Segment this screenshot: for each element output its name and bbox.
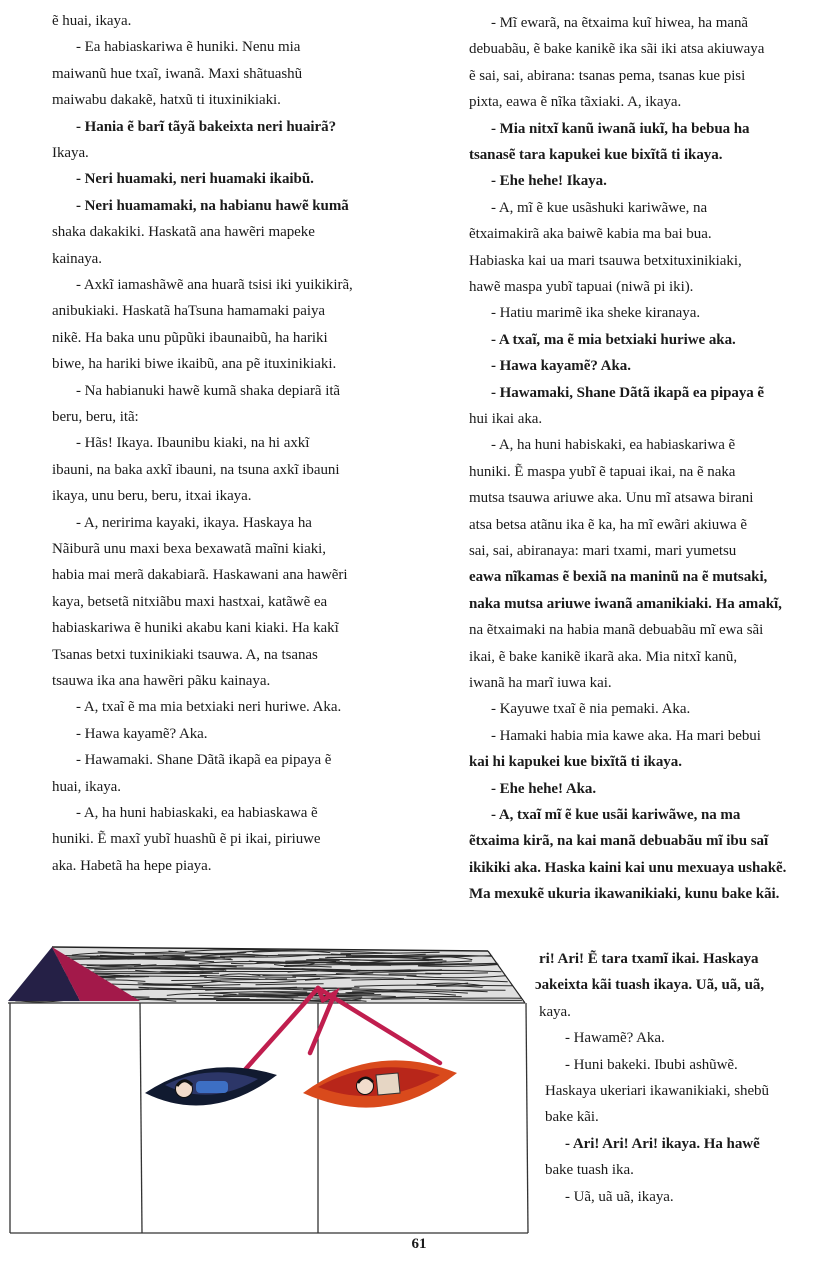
- left-column-line: - Hania ẽ barĩ tãyã bakeixta neri huairã?: [76, 119, 337, 135]
- right-column-line: huniki. Ẽ maspa yubĩ ẽ tapuai ikai, na ẽ naka: [469, 464, 736, 480]
- left-column-line: beru, beru, itã:: [52, 409, 139, 425]
- thatch-stroke: [335, 995, 381, 996]
- left-column-line: aka. Habetã ha hepe piaya.: [52, 858, 212, 874]
- thatch-stroke: [239, 994, 375, 995]
- left-column-line: - A, txaĩ ẽ ma mia betxiaki neri huriwe. Aka.: [76, 699, 342, 715]
- right-column-line: eawa nĩkamas ẽ bexiã na maninũ na ẽ mutsaki,: [469, 569, 768, 585]
- left-column-line: - Neri huamaki, neri huamaki ikaibũ.: [76, 171, 314, 187]
- right-column-line: na ẽtxaimaki na habia manã debuabãu mĩ ewa sãi: [469, 622, 764, 638]
- left-column-line: shaka dakakiki. Haskatã ana hawẽri mapeke: [52, 224, 315, 240]
- house-hammocks-drawing: [0, 935, 532, 1240]
- left-column-line: biwe, ha hariki biwe ikaibũ, ana pẽ ituxinikiaki.: [52, 356, 337, 372]
- right-column-line: mutsa tsauwa ariuwe aka. Unu mĩ atsawa birani: [469, 490, 754, 506]
- right-column-line: sai, sai, abiranaya: mari txami, mari yumetsu: [469, 543, 737, 559]
- left-column-line: anibukiaki. Haskatã haTsuna hamamaki paiya: [52, 303, 326, 319]
- left-column-line: Nãiburã unu maxi bexa bexawatã maĩni kiaki,: [52, 541, 327, 557]
- right-column-line: tsanasẽ tara kapukei kue bixĩtã ti ikaya.: [469, 147, 723, 163]
- house-walls: [8, 1003, 528, 1233]
- right-column-line: - Mia nitxĩ kanũ iwanã iukĩ, ha bebua ha: [491, 121, 750, 137]
- left-column-line: maiwabu dakakẽ, hatxũ ti ituxinikiaki.: [52, 92, 281, 108]
- left-column-line: Ikaya.: [52, 145, 89, 161]
- right-wrap-line: kaya.: [539, 1004, 571, 1020]
- right-column-line: hui ikai aka.: [469, 411, 543, 427]
- left-column-line: habiaskariwa ẽ huniki akabu kani kiaki. Ha kakĩ: [52, 620, 339, 636]
- right-column-line: ikai, ẽ bake kanikẽ ikarã aka. Mia nitxĩ kanũ,: [469, 649, 738, 665]
- right-column-line: - Kayuwe txaĩ ẽ nia pemaki. Aka.: [491, 701, 691, 717]
- left-column-line: - Hãs! Ikaya. Ibaunibu kiaki, na hi axkĩ: [76, 435, 310, 451]
- right-column-line: ẽ sai, sai, abirana: tsanas pema, tsanas kue pisi: [469, 68, 746, 84]
- right-column-line: hawẽ maspa yubĩ tapuai (niwã pi iki).: [469, 279, 694, 295]
- right-wrap-line: - Uã, uã uã, ikaya.: [565, 1189, 674, 1205]
- left-column-line: - Hawamaki. Shane Dãtã ikapã ea pipaya ẽ: [76, 752, 332, 768]
- right-column-line: - Ehe hehe! Ikaya.: [491, 173, 607, 189]
- left-column-line: huai, ikaya.: [52, 779, 121, 795]
- right-column-line: - A, txaĩ mĩ ẽ kue usãi kariwãwe, na ma: [491, 807, 741, 823]
- right-column-line: Ma mexukẽ ukuria ikawanikiaki, kunu bake kãi.: [469, 886, 780, 902]
- right-column-line: debuabãu, ẽ bake kanikẽ ika sãi iki atsa akiuwaya: [469, 41, 765, 57]
- right-column-line: - Hatiu marimẽ ika sheke kiranaya.: [491, 305, 701, 321]
- right-column-line: iwanã ha marĩ iuwa kai.: [469, 675, 612, 691]
- left-column-line: - Hawa kayamẽ? Aka.: [76, 726, 208, 742]
- left-column-line: - A, ha huni habiaskaki, ea habiaskawa ẽ: [76, 805, 318, 821]
- left-column-line: - Ea habiaskariwa ẽ huniki. Nenu mia: [76, 39, 301, 55]
- right-wrap-line: bake kãi.: [545, 1109, 599, 1125]
- left-column-line: - Neri huamamaki, na habianu hawẽ kumã: [76, 198, 349, 214]
- hammock-dark: [145, 1067, 277, 1105]
- right-column-line: - Mĩ ewarã, na ẽtxaima kuĩ hiwea, ha manã: [491, 15, 749, 31]
- right-column-line: - Hawamaki, Shane Dãtã ikapã ea pipaya ẽ: [491, 385, 765, 401]
- left-column-line: ikaya, unu beru, beru, itxai ikaya.: [52, 488, 252, 504]
- right-wrap-line: - Ari! Ari! Ari! ikaya. Ha hawẽ: [565, 1136, 760, 1152]
- right-column-line: pixta, eawa ẽ nĩka tãxiaki. A, ikaya.: [469, 94, 682, 110]
- right-wrap-line: bake tuash ika.: [545, 1162, 634, 1178]
- left-column-line: nikẽ. Ha baka unu pũpũki ibaunaibũ, ha hariki: [52, 330, 328, 346]
- right-wrap-line: - Huni bakeki. Ibubi ashũwẽ.: [565, 1057, 738, 1073]
- left-column-line: kaya, betsetã nitxiãbu maxi hastxai, katãwẽ ea: [52, 594, 328, 610]
- right-column-line: - Hamaki habia mia kawe aka. Ha mari bebui: [491, 728, 761, 744]
- right-wrap-line: ri! Ari! Ẽ tara txamĩ ikai. Haskaya: [539, 951, 759, 967]
- left-column-line: kainaya.: [52, 251, 102, 267]
- right-column-line: - A, mĩ ẽ kue usãshuki kariwãwe, na: [491, 200, 708, 216]
- left-column-line: - Axkĩ iamashãwẽ ana huarã tsisi iki yuikikirã,: [76, 277, 353, 293]
- left-column-line: ẽ huai, ikaya.: [52, 13, 132, 29]
- left-column-line: huniki. Ẽ maxĩ yubĩ huashũ ẽ pi ikai, piriuwe: [52, 831, 321, 847]
- left-column-line: - A, neririma kayaki, ikaya. Haskaya ha: [76, 515, 312, 531]
- right-column-line: atsa betsa atãnu ika ẽ ka, ha mĩ ewãri akiuwa ẽ: [469, 517, 747, 533]
- right-column-line: - A txaĩ, ma ẽ mia betxiaki huriwe aka.: [491, 332, 736, 348]
- page-number: 61: [411, 1236, 427, 1252]
- right-column-line: Habiaska kai ua mari tsauwa betxituxinikiaki,: [469, 253, 742, 269]
- right-column-line: kai hi kapukei kue bixĩtã ti ikaya.: [469, 754, 682, 770]
- right-wrap-line: - Hawamẽ? Aka.: [565, 1030, 665, 1046]
- left-column-line: Tsanas betxi tuxinikiaki tsauwa. A, na tsanas: [52, 647, 318, 663]
- left-column-line: habia mai merã dakabiarã. Haskawani ana hawẽri: [52, 567, 348, 583]
- right-column-line: - Ehe hehe! Aka.: [491, 781, 597, 797]
- right-wrap-line: ɔakeixta kãi tuash ikaya. Uã, uã, uã,: [535, 977, 765, 993]
- left-column-line: tsauwa ika ana hawẽri pãku kainaya.: [52, 673, 271, 689]
- right-column-line: ẽtxaima kirã, na kai manã debuabãu mĩ ibu saĩ: [469, 833, 769, 849]
- right-wrap-line: Haskaya ukeriari ikawanikiaki, shebũ: [545, 1083, 769, 1099]
- right-column-line: - Hawa kayamẽ? Aka.: [491, 358, 631, 374]
- left-column-line: maiwanũ hue txaĩ, iwanã. Maxi shãtuashũ: [52, 66, 303, 82]
- right-column-line: naka mutsa ariuwe iwanã amanikiaki. Ha amakĩ,: [469, 596, 782, 612]
- right-column-line: - A, ha huni habiskaki, ea habiaskariwa ẽ: [491, 437, 736, 453]
- right-column-line: ẽtxaimakirã aka baiwẽ kabia ma bai bua.: [469, 226, 712, 242]
- left-column-line: - Na habianuki hawẽ kumã shaka depiarã itã: [76, 383, 341, 399]
- hammock-red: [303, 1060, 457, 1107]
- left-column-line: ibauni, na baka axkĩ ibauni, na tsuna axkĩ ibauni: [52, 462, 340, 478]
- right-column-line: ikikiki aka. Haska kaini kai unu mexuaya ushakẽ.: [469, 860, 787, 876]
